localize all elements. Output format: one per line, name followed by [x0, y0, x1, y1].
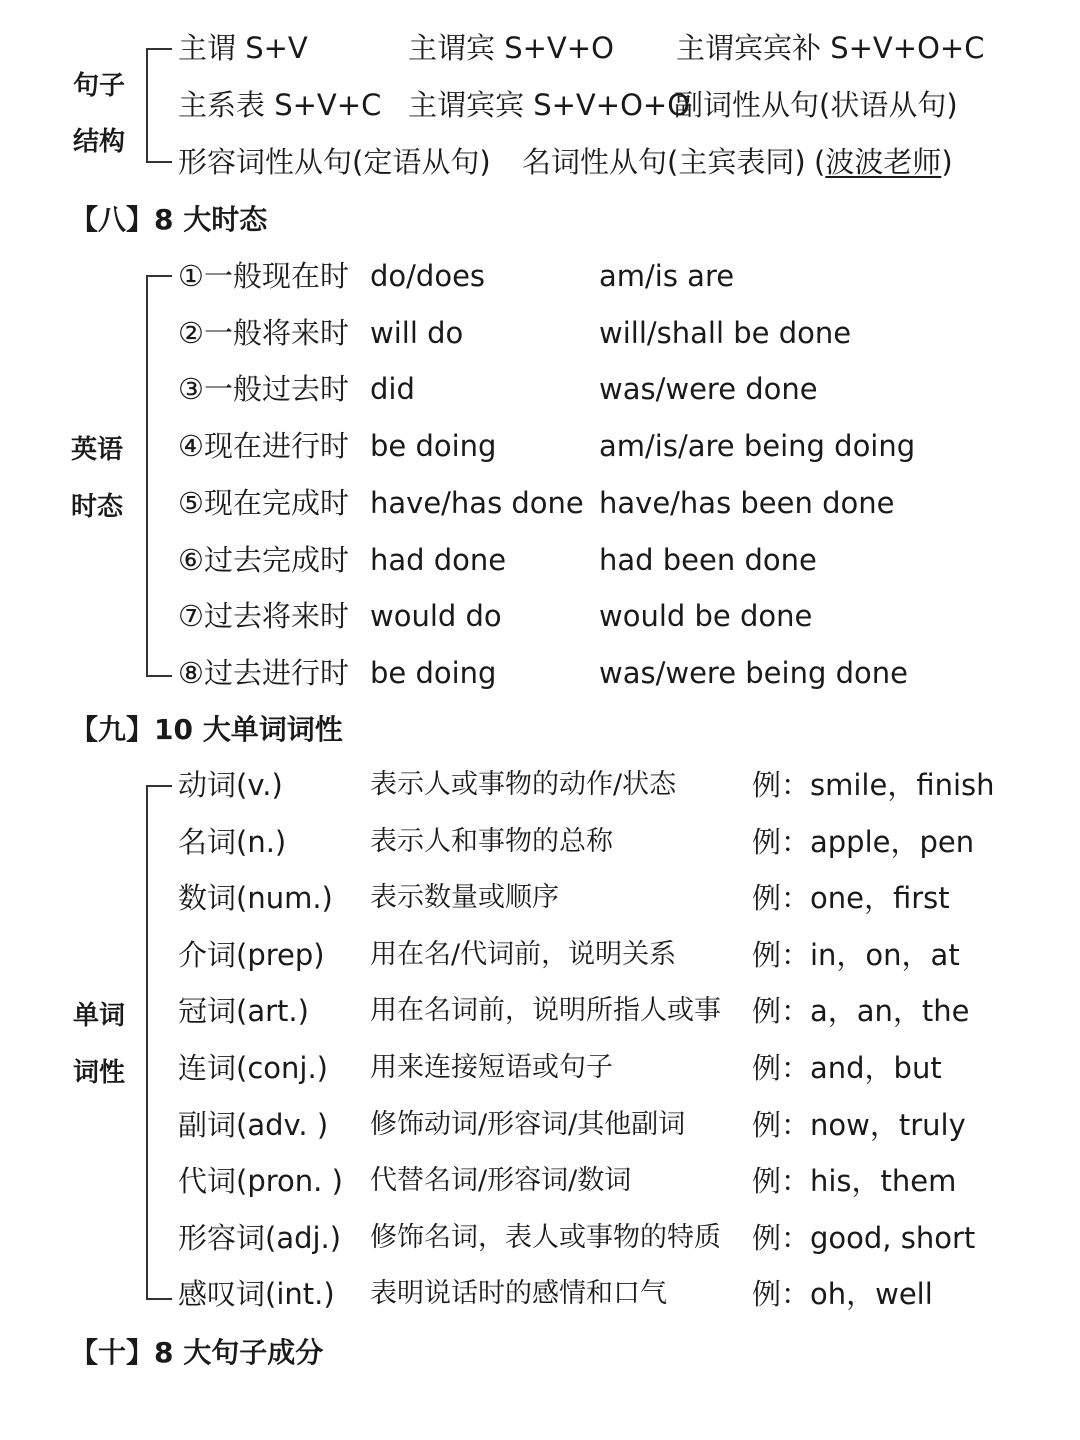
structure-svoo: 主谓宾宾 S+V+O+O	[408, 88, 691, 122]
pos-example: 例：and，but	[752, 1051, 942, 1085]
pos-name: 介词(prep)	[178, 937, 325, 972]
pos-example: 例：now，truly	[752, 1107, 966, 1142]
tense-passive-form: was/were done	[599, 372, 818, 407]
sentence-components-heading: 【十】8 大句子成分	[70, 1336, 324, 1369]
tense-active-form: had done	[370, 542, 507, 577]
bracket-tick-bottom	[146, 675, 172, 677]
structure-svoc: 主谓宾宾补 S+V+O+C	[676, 31, 985, 65]
pos-name: 连词(conj.)	[178, 1051, 328, 1085]
pos-example: 例：apple，pen	[752, 824, 975, 859]
tense-active-form: have/has done	[370, 485, 584, 520]
pos-name: 形容词(adj.)	[178, 1220, 342, 1255]
pos-name: 动词(v.)	[178, 768, 283, 802]
credit-name: 波波老师	[825, 145, 942, 179]
bracket-line	[146, 48, 148, 162]
bracket-line	[146, 275, 148, 676]
bracket-tick-top	[146, 275, 172, 277]
pos-description: 表示数量或顺序	[370, 882, 559, 914]
pos-description: 代替名词/形容词/数词	[370, 1165, 632, 1197]
pos-description: 修饰名词，表人或事物的特质	[370, 1221, 721, 1253]
structure-svo: 主谓宾 S+V+O	[408, 31, 614, 65]
pos-name: 冠词(art.)	[178, 994, 309, 1029]
bracket-tick-top	[146, 48, 172, 50]
bracket-line	[146, 785, 148, 1299]
tense-passive-form: will/shall be done	[599, 315, 852, 350]
pos-example: 例：in，on，at	[752, 937, 960, 972]
tenses-heading: 【八】8 大时态	[70, 203, 268, 236]
parts-of-speech-label-1: 单词	[72, 1001, 125, 1031]
pos-description: 表示人或事物的动作/状态	[370, 769, 677, 800]
tense-name: ③一般过去时	[178, 372, 349, 407]
credit-close-paren: )	[941, 145, 953, 179]
tense-passive-form: was/were being done	[599, 655, 908, 690]
tense-active-form: be doing	[370, 429, 497, 464]
tense-active-form: will do	[370, 315, 464, 350]
pos-example: 例：smile，finish	[752, 768, 995, 802]
tense-name: ⑧过去进行时	[178, 655, 349, 690]
tense-passive-form: have/has been done	[599, 485, 895, 520]
credit-open-paren: (	[814, 145, 826, 179]
structure-attributive-clause: 形容词性从句(定语从句)	[178, 145, 491, 179]
parts-of-speech-label-2: 词性	[72, 1058, 125, 1088]
pos-example: 例：a，an，the	[752, 994, 970, 1029]
tense-passive-form: had been done	[599, 542, 817, 577]
tense-name: ④现在进行时	[178, 429, 349, 464]
tense-passive-form: am/is/are being doing	[599, 429, 916, 464]
tense-name: ②一般将来时	[178, 315, 349, 350]
pos-name: 感叹词(int.)	[178, 1277, 335, 1312]
tense-active-form: would do	[370, 599, 502, 634]
pos-description: 修饰动词/形容词/其他副词	[370, 1108, 686, 1140]
tense-name: ⑦过去将来时	[178, 599, 349, 634]
tenses-label-1: 英语	[70, 435, 123, 465]
pos-name: 代词(pron. )	[178, 1164, 343, 1199]
tense-name: ⑤现在完成时	[178, 485, 349, 520]
pos-example: 例：good, short	[752, 1220, 976, 1255]
pos-name: 数词(num.)	[178, 881, 333, 916]
pos-description: 表示人和事物的总称	[370, 825, 613, 857]
pos-example: 例：oh，well	[752, 1277, 933, 1312]
pos-name: 副词(adv. )	[178, 1107, 329, 1142]
structure-adverbial-clause: 副词性从句(状语从句)	[674, 88, 958, 122]
tense-name: ①一般现在时	[178, 259, 349, 293]
tense-passive-form: would be done	[599, 599, 813, 634]
bracket-tick-top	[146, 785, 172, 787]
pos-description: 用来连接短语或句子	[370, 1052, 613, 1083]
tense-active-form: did	[370, 372, 415, 407]
structure-noun-clause: 名词性从句(主宾表同)	[522, 145, 806, 179]
sentence-structure-label-1: 句子	[72, 71, 125, 101]
pos-description: 用在名词前，说明所指人或事	[370, 995, 721, 1027]
sentence-structure-label-2: 结构	[72, 127, 125, 157]
tense-passive-form: am/is are	[599, 259, 735, 293]
bracket-tick-bottom	[146, 1298, 172, 1300]
pos-example: 例：one，first	[752, 881, 950, 916]
tense-active-form: be doing	[370, 655, 497, 690]
author-credit	[814, 142, 953, 182]
bracket-tick-bottom	[146, 161, 172, 163]
pos-description: 用在名/代词前，说明关系	[370, 938, 677, 970]
pos-name: 名词(n.)	[178, 824, 287, 859]
pos-example: 例：his，them	[752, 1164, 957, 1199]
structure-svc: 主系表 S+V+C	[178, 88, 382, 122]
parts-of-speech-heading: 【九】10 大单词词性	[70, 713, 343, 746]
tense-name: ⑥过去完成时	[178, 542, 349, 577]
pos-description: 表明说话时的感情和口气	[370, 1278, 667, 1310]
structure-sv: 主谓 S+V	[178, 31, 308, 65]
tense-active-form: do/does	[370, 259, 486, 293]
tenses-label-2: 时态	[70, 492, 123, 522]
